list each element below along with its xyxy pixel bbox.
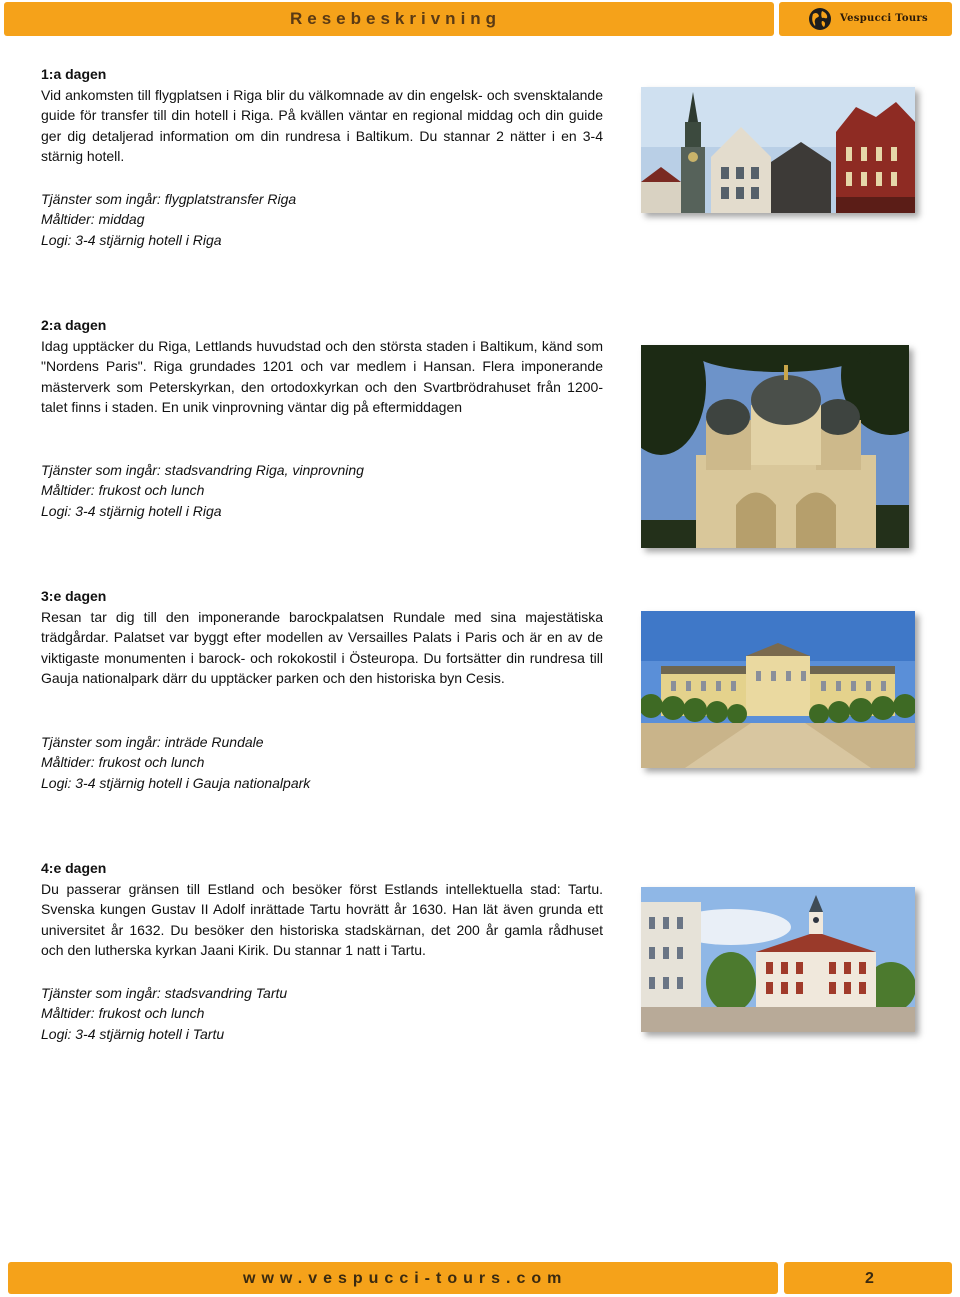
day-4-description: Du passerar gränsen till Estland och besöker först Estlands intellektuella stad: Tartu. Svenska kungen Gustav II Adolf inrättade Tartu hovrätt år 1630. Han lät även grunda ett universitet år 1632. Du besöker den historiska stadskärnan, det 200 år gamla rådhuset och den lutherska kyrkan Jaani Kirik. Du stannar 1 natt i Tartu. xyxy=(41,881,603,958)
riga-old-town-photo xyxy=(641,87,915,213)
day-4-title: 4:e dagen xyxy=(41,860,107,876)
day-1-services: Tjänster som ingår: flygplatstransfer Riga xyxy=(41,191,297,207)
footer-website-url[interactable]: www.vespucci-tours.com xyxy=(243,1270,568,1287)
page-number: 2 xyxy=(865,1270,874,1287)
day-3-description: Resan tar dig till den imponerande barockpalatsen Rundale med sina majestätiska trädgårdar. Palatset var byggt efter modellen av Versailles Palats i Paris och är en av de viktigaste monumenten i barock- och rokokostil i Östeuropa. Du fortsätter din rundresa till Gauja nationalpark därr du upptäcker parken och den historiska byn Cesis. xyxy=(41,609,603,686)
day-1-lodging: Logi: 3-4 stjärnig hotell i Riga xyxy=(41,232,222,248)
day-3-lodging: Logi: 3-4 stjärnig hotell i Gauja nationalpark xyxy=(41,775,311,791)
orthodox-cathedral-photo xyxy=(641,345,909,548)
rundale-palace-photo xyxy=(641,611,915,768)
day-1-meals: Måltider: middag xyxy=(41,211,145,227)
globe-logo-icon xyxy=(808,7,832,31)
day-2-services: Tjänster som ingår: stadsvandring Riga, vinprovning xyxy=(41,462,364,478)
day-1-title: 1:a dagen xyxy=(41,66,107,82)
day-2-title: 2:a dagen xyxy=(41,317,107,333)
day-2-lodging: Logi: 3-4 stjärnig hotell i Riga xyxy=(41,503,222,519)
day-4-services: Tjänster som ingår: stadsvandring Tartu xyxy=(41,985,288,1001)
day-2-meals: Måltider: frukost och lunch xyxy=(41,482,205,498)
logo-text: Vespucci Tours xyxy=(840,13,928,24)
day-2-description: Idag upptäcker du Riga, Lettlands huvudstad och den största staden i Baltikum, känd som "Nordens Paris". Riga grundades 1201 och var medlem i Hansan. Flera imponerande mästerverk som Peterskyrkan, den ortodoxkyrkan och den Svartbrödrahuset från 1200-talet finns i staden. En unik vinprovning väntar dig på eftermiddagen xyxy=(41,338,603,415)
day-1-description: Vid ankomsten till flygplatsen i Riga blir du välkomnade av din engelsk- och svensktalande guide för transfer till din hotell i Riga. På kvällen väntar en regional middag och din guide ger dig detaljerad information om din rundresa i Baltikum. Du stannar 2 nätter i en 3-4 stärnig hotell. xyxy=(41,87,603,164)
day-4-meals: Måltider: frukost och lunch xyxy=(41,1005,205,1021)
day-3-title: 3:e dagen xyxy=(41,588,107,604)
page-title: Resebeskrivning xyxy=(290,9,502,28)
day-3-meals: Måltider: frukost och lunch xyxy=(41,754,205,770)
day-4-lodging: Logi: 3-4 stjärnig hotell i Tartu xyxy=(41,1026,225,1042)
day-3-services: Tjänster som ingår: inträde Rundale xyxy=(41,734,264,750)
tartu-town-hall-photo xyxy=(641,887,915,1032)
